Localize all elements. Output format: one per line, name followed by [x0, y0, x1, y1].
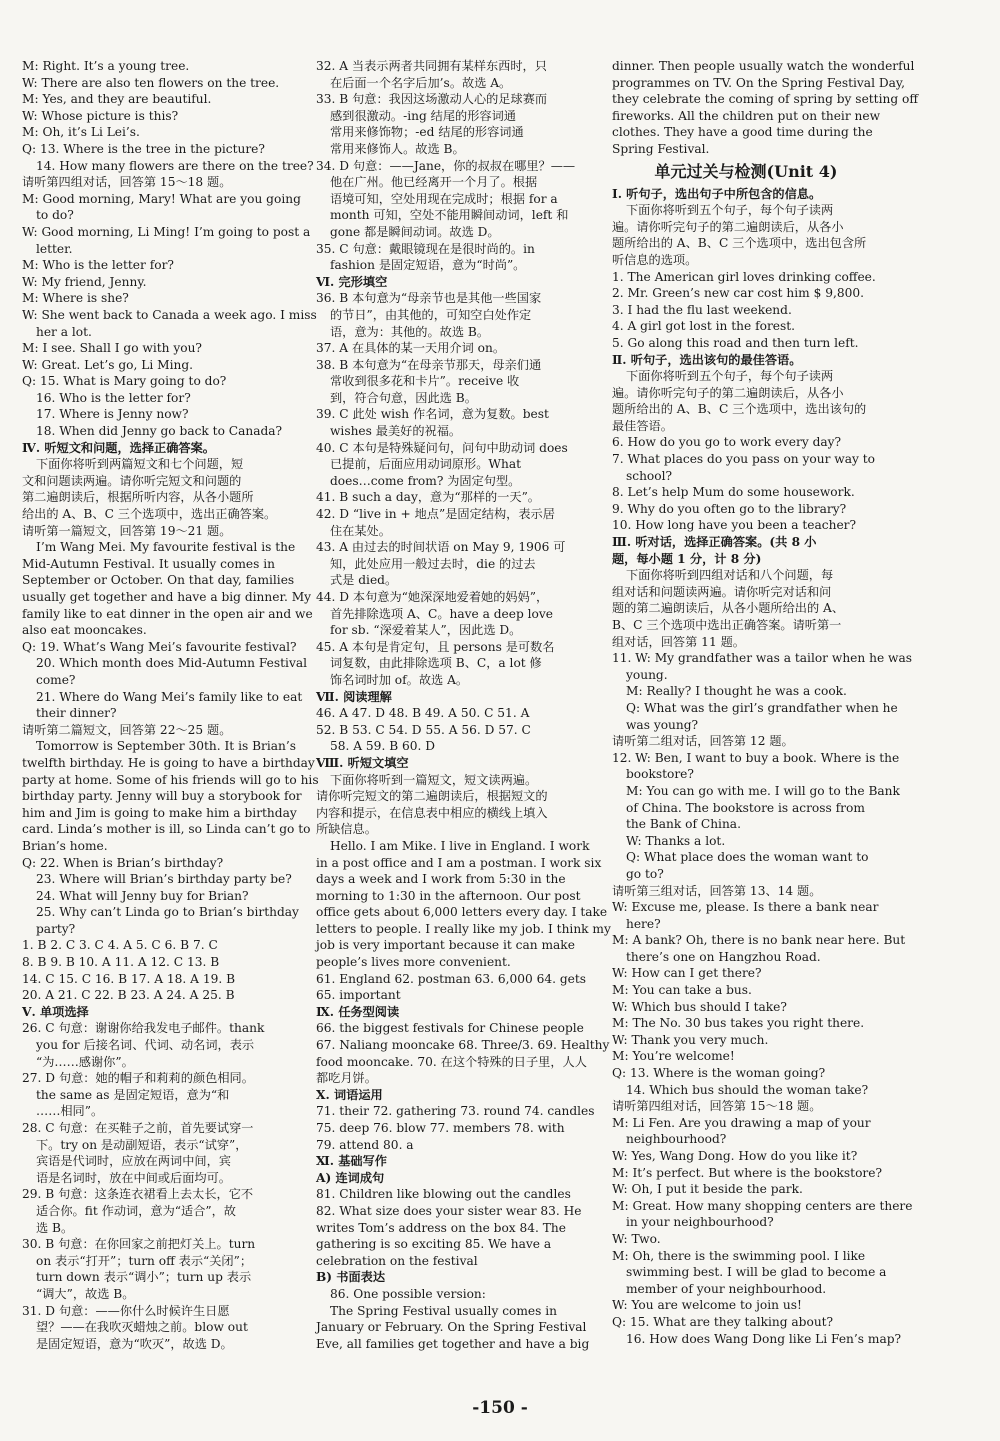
text-line: 请听第三组对话，回答第 13、14 题。	[612, 883, 822, 898]
text-line: W: Two.	[612, 1231, 661, 1246]
text-line: M: Who is the letter for?	[22, 258, 174, 273]
section-heading: Ⅳ. 听短文和问题，选择正确答案。	[22, 440, 215, 455]
text-line: W: Good morning, Li Ming! I’m going to post a	[22, 224, 311, 239]
text-line: 已提前，后面应用动词原形。What	[330, 457, 521, 472]
text-line: 给出的 A、B、C 三个选项中，选出正确答案。	[22, 507, 277, 522]
text-line: 语境可知，空处用现在完成时；根据 for a	[330, 191, 558, 206]
text-line: M: The No. 30 bus takes you right there.	[612, 1016, 865, 1031]
text-line: morning to 1:30 in the afternoon. Our post	[316, 888, 581, 903]
text-line: “为……感谢你”。	[36, 1054, 134, 1069]
text-line: 24. What will Jenny buy for Brian?	[36, 888, 249, 903]
text-line: M: Li Fen. Are you drawing a map of your	[612, 1115, 871, 1130]
text-line: W: My friend, Jenny.	[22, 274, 147, 289]
text-line: 61. England 62. postman 63. 6,000 64. gets	[316, 971, 587, 986]
text-line: 5. Go along this road and then turn left.	[612, 335, 859, 350]
text-line: Spring Festival.	[612, 141, 710, 156]
text-line: 26. C 句意：谢谢你给我发电子邮件。thank	[22, 1021, 265, 1036]
text-line: M: Good morning, Mary! What are you going	[22, 191, 301, 206]
text-line: 81. Children like blowing out the candles	[316, 1187, 571, 1202]
text-line: 遍。请你听完句子的第二遍朗读后，从各小	[612, 219, 844, 234]
text-line: Q: 13. Where is the woman going?	[612, 1066, 826, 1081]
text-line: come?	[36, 672, 76, 687]
text-line: 首先排除选项 A、C。have a deep love	[330, 606, 553, 621]
text-line: of China. The bookstore is across from	[626, 800, 865, 815]
text-line: programmes on TV. On the Spring Festival Day,	[612, 75, 906, 90]
text-line: W: Thanks a lot.	[626, 833, 726, 848]
text-line: 内容和提示，在信息表中相应的横线上填入	[316, 805, 548, 820]
text-line: 71. their 72. gathering 73. round 74. candles	[316, 1104, 595, 1119]
text-line: party at home. Some of his friends will go to his	[22, 772, 319, 787]
text-line: 46. A 47. D 48. B 49. A 50. C 51. A	[316, 706, 530, 721]
text-line: 题所给出的 A、B、C 三个选项中，选出该句的	[612, 402, 867, 417]
text-line: M: It’s perfect. But where is the bookstore?	[612, 1165, 882, 1180]
section-heading: A) 连词成句	[316, 1170, 385, 1185]
text-line: M: You can take a bus.	[612, 983, 752, 998]
text-line: M: Oh, it’s Li Lei’s.	[22, 125, 140, 140]
text-line: 8. B 9. B 10. A 11. A 12. C 13. B	[22, 955, 220, 970]
text-line: “调大”，故选 B。	[36, 1286, 135, 1301]
text-line: school?	[626, 468, 673, 483]
text-line: January or February. On the Spring Festival	[316, 1320, 587, 1335]
text-line: there’s one on Hangzhou Road.	[626, 949, 821, 964]
text-line: Eve, all families get together and have a big	[316, 1336, 590, 1351]
text-line: 请听第一篇短文，回答第 19～21 题。	[22, 523, 232, 538]
text-line: 39. C 此处 wish 作名词，意为复数。best	[316, 407, 549, 422]
text-line: food mooncake. 70. 在这个特殊的日子里，人人	[316, 1054, 587, 1069]
text-line: here?	[626, 916, 661, 931]
text-line: W: Excuse me, please. Is there a bank near	[612, 900, 879, 915]
text-line: Q: 19. What’s Wang Mei’s favourite festival?	[22, 639, 297, 654]
text-line: 12. W: Ben, I want to buy a book. Where is the	[612, 750, 900, 765]
text-line: Q: 15. What is Mary going to do?	[22, 374, 227, 389]
text-line: 下面你将听到四组对话和八个问题，每	[626, 568, 834, 583]
text-line: W: She went back to Canada a week ago. I miss	[22, 307, 317, 322]
text-line: family like to eat dinner in the open air and we	[22, 606, 313, 621]
answer-column-right	[612, 58, 918, 1347]
text-line: 语是名词时，放在中间或后面均可。	[36, 1170, 231, 1185]
text-line: fireworks. All the children put on their new	[612, 108, 881, 123]
text-line: M: You can go with me. I will go to the Bank	[626, 783, 900, 798]
text-line: 23. Where will Brian’s birthday party be?	[36, 872, 292, 887]
text-line: 1. The American girl loves drinking coffee.	[612, 269, 876, 284]
text-line: month 可知，空处不能用瞬间动词，left 和	[330, 208, 569, 223]
text-line: job is very important because it can make	[316, 938, 575, 953]
text-line: 的节日”，由其他的，可知空白处作定	[330, 307, 532, 322]
text-line: 到，符合句意，因此选 B。	[330, 390, 477, 405]
text-line: bookstore?	[626, 767, 694, 782]
text-line: 常用来修饰人。故选 B。	[330, 141, 465, 156]
text-line: clothes. They have a good time during the	[612, 125, 873, 140]
text-line: member of your neighbourhood.	[626, 1281, 827, 1296]
text-line: 41. B such a day，意为“那样的一天”。	[316, 490, 540, 505]
text-line: W: Thank you very much.	[612, 1032, 769, 1047]
text-line: 第二遍朗读后，根据所听内容，从各小题所	[22, 490, 254, 505]
text-line: 42. D “live in + 地点”是固定结构，表示居	[316, 507, 555, 522]
text-line: card. Linda’s mother is ill, so Linda can’t go to	[22, 822, 311, 837]
text-line: 文和问题读两遍。请你听完短文和问题的	[22, 473, 242, 488]
text-line: 组对话，回答第 11 题。	[612, 634, 745, 649]
text-line: Hello. I am Mike. I live in England. I work	[330, 838, 590, 853]
text-line: M: You’re welcome!	[612, 1049, 735, 1064]
text-line: 44. D 本句意为“她深深地爱着她的妈妈”，	[316, 590, 549, 604]
text-line: W: Yes, Wang Dong. How do you like it?	[612, 1149, 858, 1163]
text-line: 请听第四组对话，回答第 15～18 题。	[612, 1099, 822, 1114]
text-line: young.	[626, 667, 668, 682]
text-line: 21. Where do Wang Mei’s family like to eat	[36, 689, 303, 704]
text-line: I’m Wang Mei. My favourite festival is the	[36, 540, 296, 555]
text-line: twelfth birthday. He is going to have a birthday	[22, 755, 315, 770]
text-line: W: Which bus should I take?	[612, 999, 787, 1014]
text-line: M: I see. Shall I go with you?	[22, 341, 202, 356]
text-line: M: Right. It’s a young tree.	[22, 59, 190, 73]
text-line: 52. B 53. C 54. D 55. A 56. D 57. C	[316, 722, 531, 737]
text-line: the same as 是固定短语，意为“和	[36, 1087, 230, 1102]
text-line: B、C 三个选项中选出正确答案。请听第一	[612, 618, 842, 632]
text-line: 听信息的选项。	[612, 252, 698, 267]
text-line: 9. Why do you often go to the library?	[612, 501, 847, 516]
section-heading: 题，每小题 1 分，计 8 分)	[612, 551, 762, 566]
text-line: 请听第四组对话，回答第 15～18 题。	[22, 175, 232, 190]
text-line: 最佳答语。	[612, 418, 673, 433]
section-heading: Ⅲ. 听对话，选择正确答案。(共 8 小	[612, 535, 817, 550]
page-number: -150 -	[472, 1398, 528, 1418]
text-line: 都吃月饼。	[316, 1071, 377, 1086]
text-line: in a post office and I am a postman. I work six	[316, 855, 602, 870]
text-line: 下面你将听到五个句子，每个句子读两	[626, 369, 834, 384]
text-line: M: Yes, and they are beautiful.	[22, 92, 212, 107]
text-line: 14. Which bus should the woman take?	[626, 1082, 869, 1097]
text-line: W: How can I get there?	[612, 966, 762, 981]
text-line: M: A bank? Oh, there is no bank near here. But	[612, 933, 906, 948]
text-line: M: Really? I thought he was a cook.	[626, 684, 847, 699]
text-line: 遍。请你听完句子的第二遍朗读后，从各小	[612, 385, 844, 400]
text-line: 16. Who is the letter for?	[36, 390, 191, 405]
text-line: people’s lives more convenient.	[316, 955, 511, 970]
section-heading: Ⅱ. 听句子，选出该句的最佳答语。	[612, 352, 802, 367]
text-line: 2. Mr. Green’s new car cost him $ 9,800.	[612, 286, 864, 301]
text-line: 3. I had the flu last weekend.	[612, 302, 792, 317]
text-line: office gets about 6,000 letters every day. I take	[316, 905, 608, 920]
text-line: letters to people. I really like my job. I think my	[316, 921, 611, 936]
text-line: gathering is so exciting 85. We have a	[316, 1237, 552, 1252]
text-line: also eat mooncakes.	[22, 623, 147, 638]
text-line: 29. B 句意：这条连衣裙看上去太长，它不	[22, 1187, 254, 1202]
text-line: 40. C 本句是特殊疑问句，问句中助动词 does	[316, 440, 568, 455]
text-line: W: There are also ten flowers on the tree.	[22, 75, 280, 90]
text-line: turn down 表示“调小”；turn up 表示	[36, 1270, 252, 1285]
text-line: 适合你。fit 作动词，意为“适合”，故	[36, 1203, 236, 1218]
text-line: 请你听完短文的第二遍朗读后，根据短文的	[316, 789, 548, 804]
text-line: 住在某处。	[330, 523, 391, 538]
text-line: Mid-Autumn Festival. It usually comes in	[22, 556, 275, 571]
text-line: 67. Naliang mooncake 68. Three/3. 69. Healthy	[316, 1038, 610, 1053]
text-line: 25. Why can’t Linda go to Brian’s birthday	[36, 905, 299, 920]
answer-column-middle	[316, 58, 611, 1352]
text-line: Tomorrow is September 30th. It is Brian’s	[36, 739, 297, 754]
text-line: 他在广州。他已经离开一个月了。根据	[330, 175, 538, 190]
text-line: 34. D 句意：——Jane，你的叔叔在哪里？——	[316, 158, 576, 173]
text-line: 饰名词时加 of。故选 A。	[330, 672, 469, 687]
text-line: 请听第二组对话，回答第 12 题。	[612, 734, 794, 749]
text-line: 82. What size does your sister wear 83. He	[316, 1203, 582, 1218]
text-line: 7. What places do you pass on your way to	[612, 452, 875, 467]
text-line: M: Oh, there is the swimming pool. I like	[612, 1248, 866, 1263]
text-line: W: Oh, I put it beside the park.	[612, 1182, 803, 1197]
text-line: 14. C 15. C 16. B 17. A 18. A 19. B	[22, 971, 236, 986]
text-line: the Bank of China.	[626, 817, 741, 832]
section-heading: Ⅸ. 任务型阅读	[316, 1004, 400, 1019]
text-line: does…come from? 为固定句型。	[330, 473, 521, 488]
text-line: days a week and I work from 5:30 in the	[316, 872, 566, 887]
text-line: 感到很激动。-ing 结尾的形容词通	[330, 108, 516, 123]
text-line: 33. B 句意：我因这场激动人心的足球赛而	[316, 92, 548, 107]
text-line: neighbourhood?	[626, 1132, 727, 1147]
text-line: M: Great. How many shopping centers are there	[612, 1198, 913, 1213]
text-line: 6. How do you go to work every day?	[612, 435, 842, 450]
text-line: 组对话和问题读两遍。请你听完对话和问	[612, 584, 832, 599]
text-line: W: You are welcome to join us!	[612, 1298, 802, 1313]
answer-column-left	[22, 58, 319, 1352]
text-line: to do?	[36, 208, 74, 223]
text-line: 常收到很多花和卡片”。receive 收	[330, 374, 520, 389]
text-line: party?	[36, 921, 76, 936]
section-heading: Ⅺ. 基础写作	[316, 1154, 387, 1169]
text-line: 题所给出的 A、B、C 三个选项中，选出包含所	[612, 236, 867, 251]
text-line: usually get together and have a big dinner. My	[22, 590, 312, 604]
text-line: 86. One possible version:	[330, 1286, 486, 1301]
text-line: 43. A 由过去的时间状语 on May 9, 1906 可	[316, 540, 566, 555]
section-heading: Ⅹ. 词语运用	[316, 1087, 383, 1102]
text-line: 37. A 在具体的某一天用介词 on。	[316, 341, 506, 356]
text-line: 下。try on 是动副短语，表示“试穿”，	[36, 1137, 248, 1152]
text-line: 27. D 句意：她的帽子和莉莉的颜色相同。	[22, 1071, 254, 1086]
text-line: 75. deep 76. blow 77. members 78. with	[316, 1121, 565, 1135]
text-line: 32. A 当表示两者共同拥有某样东西时，只	[316, 59, 547, 73]
text-line: M: Where is she?	[22, 291, 129, 306]
text-line: 10. How long have you been a teacher?	[612, 518, 857, 533]
text-line: 36. B 本句意为“母亲节也是其他一些国家	[316, 291, 542, 306]
text-line: 下面你将听到两篇短文和七个问题，短	[36, 457, 244, 472]
text-line: 8. Let’s help Mum do some housework.	[612, 485, 855, 500]
text-line: 题的第二遍朗读后，从各小题所给出的 A、	[612, 601, 845, 616]
text-line: 下面你将听到五个句子，每个句子读两	[626, 203, 834, 218]
unit-title: 单元过关与检测(Unit 4)	[654, 161, 838, 181]
text-line: 38. B 本句意为“在母亲节那天，母亲们通	[316, 357, 542, 372]
text-line: on 表示“打开”；turn off 表示“关闭”；	[36, 1253, 253, 1268]
text-line: 知，此处应用一般过去时，die 的过去	[330, 556, 536, 571]
section-heading: Ⅴ. 单项选择	[22, 1004, 89, 1019]
text-line: 常用来修饰物；-ed 结尾的形容词通	[330, 125, 524, 140]
text-line: Q: What was the girl’s grandfather when he	[626, 700, 898, 715]
text-line: Q: What place does the woman want to	[626, 850, 869, 865]
text-line: birthday party. Jenny will buy a storybook for	[22, 789, 302, 804]
section-heading: Ⅶ. 阅读理解	[316, 689, 392, 704]
text-line: 20. A 21. C 22. B 23. A 24. A 25. B	[22, 988, 235, 1003]
text-line: 58. A 59. B 60. D	[330, 739, 436, 754]
text-line: gone 都是瞬间动词。故选 D。	[330, 224, 500, 239]
text-line: 词复数，由此排除选项 B、C，a lot 修	[330, 656, 542, 671]
text-line: 式是 died。	[330, 573, 398, 588]
text-line: in your neighbourhood?	[626, 1215, 774, 1230]
text-line: for sb. “深爱着某人”，因此选 D。	[330, 623, 522, 638]
text-line: their dinner?	[36, 706, 117, 721]
section-heading: Ⅷ. 听短文填空	[316, 755, 409, 770]
text-line: celebration on the festival	[316, 1253, 478, 1268]
text-line: 66. the biggest festivals for Chinese people	[316, 1021, 584, 1036]
text-line: 16. How does Wang Dong like Li Fen’s map?	[626, 1331, 902, 1346]
text-line: go to?	[626, 866, 664, 881]
text-line: 28. C 句意：在买鞋子之前，首先要试穿一	[22, 1121, 254, 1135]
text-line: 1. B 2. C 3. C 4. A 5. C 6. B 7. C	[22, 938, 218, 953]
text-line: you for 后接名词、代词、动名词，表示	[36, 1038, 255, 1053]
text-line: was young?	[626, 717, 699, 732]
text-line: 11. W: My grandfather was a tailor when he was	[612, 651, 912, 666]
text-line: ……相同”。	[36, 1104, 104, 1119]
text-line: him and Jim is going to make him a birthday	[22, 805, 297, 820]
text-line: 17. Where is Jenny now?	[36, 407, 189, 422]
text-line: 45. A 本句是肯定句，且 persons 是可数名	[316, 639, 555, 654]
text-line: Q: 15. What are they talking about?	[612, 1314, 834, 1329]
text-line: 14. How many flowers are there on the tree?	[36, 158, 314, 173]
section-heading: Ⅵ. 完形填空	[316, 274, 388, 289]
text-line: fashion 是固定短语，意为“时尚”。	[330, 258, 526, 273]
text-line: 所缺信息。	[316, 822, 377, 837]
text-line: W: Great. Let’s go, Li Ming.	[22, 357, 193, 372]
text-line: 4. A girl got lost in the forest.	[612, 319, 796, 334]
text-line: 31. D 句意：——你什么时候许生日愿	[22, 1303, 230, 1318]
text-line: 是固定短语，意为“吹灭”，故选 D。	[36, 1336, 233, 1351]
text-line: 下面你将听到一篇短文，短文读两遍。	[330, 772, 538, 787]
text-line: Q: 22. When is Brian’s birthday?	[22, 855, 224, 870]
text-line: 35. C 句意：戴眼镜现在是很时尚的。in	[316, 241, 535, 256]
text-line: 20. Which month does Mid-Autumn Festival	[36, 656, 307, 671]
text-line: 选 B。	[36, 1220, 74, 1235]
section-heading: Ⅰ. 听句子，选出句子中所包含的信息。	[612, 186, 822, 201]
text-line: her a lot.	[36, 324, 92, 339]
text-line: 30. B 句意：在你回家之前把灯关上。turn	[22, 1237, 256, 1252]
text-line: 18. When did Jenny go back to Canada?	[36, 424, 283, 439]
text-line: 在后面一个名字后加’s。故选 A。	[330, 75, 512, 90]
text-line: 请听第二篇短文，回答第 22～25 题。	[22, 722, 232, 737]
text-line: dinner. Then people usually watch the wonderful	[612, 59, 915, 73]
text-line: 宾语是代词时，应放在两词中间，宾	[36, 1154, 231, 1169]
text-line: Q: 13. Where is the tree in the picture?	[22, 141, 265, 156]
text-line: 79. attend 80. a	[316, 1137, 414, 1152]
text-line: W: Whose picture is this?	[22, 108, 179, 123]
text-line: 语，意为：其他的。故选 B。	[330, 324, 490, 339]
text-line: 65. important	[316, 988, 401, 1003]
text-line: 望？——在我吹灭蜡烛之前。blow out	[36, 1320, 248, 1335]
text-line: wishes 最美好的祝福。	[330, 424, 462, 439]
text-line: swimming best. I will be glad to become a	[626, 1265, 887, 1280]
text-line: Brian’s home.	[22, 838, 108, 853]
text-line: letter.	[36, 241, 73, 256]
text-line: The Spring Festival usually comes in	[330, 1303, 558, 1318]
text-line: September or October. On that day, families	[22, 573, 295, 588]
section-heading: B) 书面表达	[316, 1270, 386, 1285]
text-line: they celebrate the coming of spring by setting off	[612, 92, 918, 107]
text-line: writes Tom’s address on the box 84. The	[316, 1220, 566, 1235]
